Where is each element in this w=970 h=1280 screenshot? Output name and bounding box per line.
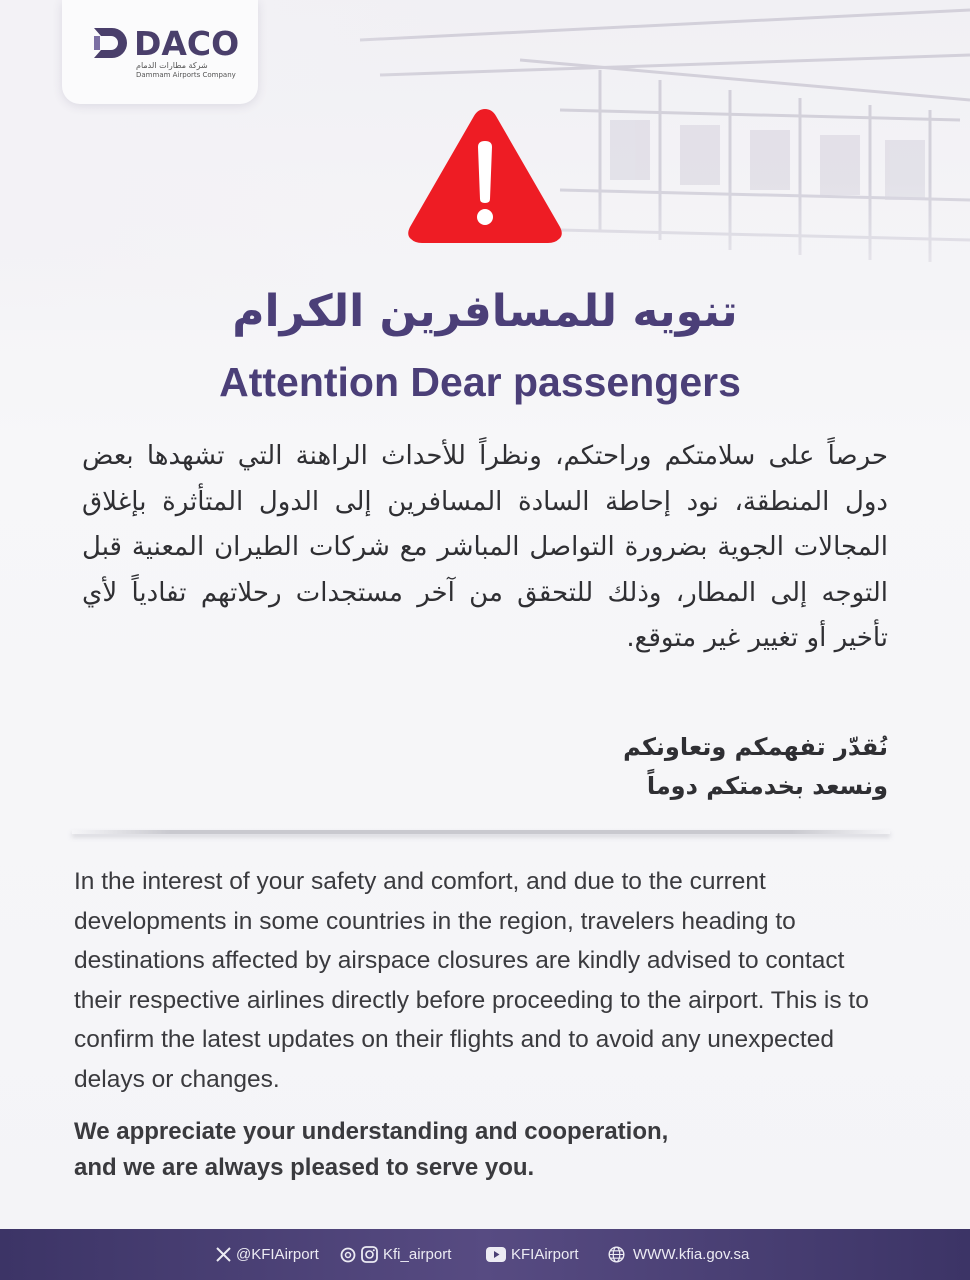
x-handle: @KFIAirport [236, 1246, 319, 1263]
closing-arabic [300, 728, 888, 806]
youtube-icon [486, 1247, 506, 1262]
section-divider [72, 830, 890, 834]
title-arabic: تنويه للمسافرين الكرام [232, 286, 738, 337]
logo-english-name: Dammam Airports Company [136, 71, 236, 79]
footer-bar [0, 1229, 970, 1280]
closing-english [74, 1114, 894, 1186]
body-arabic: حرصاً على سلامتكم وراحتكم، ونظراً للأحداث الراهنة التي تشهدها بعض دول المنطقة، نود إحاطة السادة المسافرين إلى الدول المتأثرة بإغلاق المجالات الجوية بضرورة التواصل المباشر مع شركات الطيران المعنية قبل التوجه إلى المطار، وذلك للتحقق من آخر مستجدات رحلاتهم تفادياً لأي تأخير أو تغيير غير متوقع. [82, 441, 888, 653]
closing-arabic-line-2: ونسعد بخدمتكم دوماً [646, 772, 888, 800]
footer-instagram-link[interactable] [340, 1229, 451, 1280]
closing-arabic-line-1: نُقدّر تفهمكم وتعاونكم [623, 733, 888, 761]
body-english: In the interest of your safety and comfort, and due to the current developments in some countries in the region, travelers heading to destinations affected by airspace closures are kindly advised to contact their respective airlines directly before proceeding to the airport. This is to confirm the latest updates on their flights and to avoid any unexpected delays or changes. [74, 868, 869, 1093]
instagram-handle: Kfi_airport [383, 1246, 452, 1263]
threads-icon [340, 1247, 356, 1263]
website-url: WWW.kfia.gov.sa [633, 1246, 750, 1263]
globe-icon [608, 1246, 625, 1263]
warning-icon [404, 103, 566, 245]
logo-card [62, 0, 258, 104]
logo-wordmark: DACO [134, 24, 240, 63]
x-icon [216, 1247, 231, 1262]
daco-logo-mark-icon [92, 26, 130, 60]
youtube-handle: KFIAirport [511, 1246, 579, 1263]
logo-arabic-name: شركة مطارات الدمام [136, 61, 208, 70]
footer-youtube-link[interactable] [486, 1229, 579, 1280]
instagram-icon [361, 1246, 378, 1263]
footer-x-link[interactable] [216, 1229, 319, 1280]
closing-english-line-2: and we are always pleased to serve you. [74, 1154, 535, 1181]
closing-english-line-1: We appreciate your understanding and cooperation, [74, 1118, 669, 1145]
footer-website-link[interactable] [608, 1229, 749, 1280]
title-english: Attention Dear passengers [219, 359, 741, 405]
